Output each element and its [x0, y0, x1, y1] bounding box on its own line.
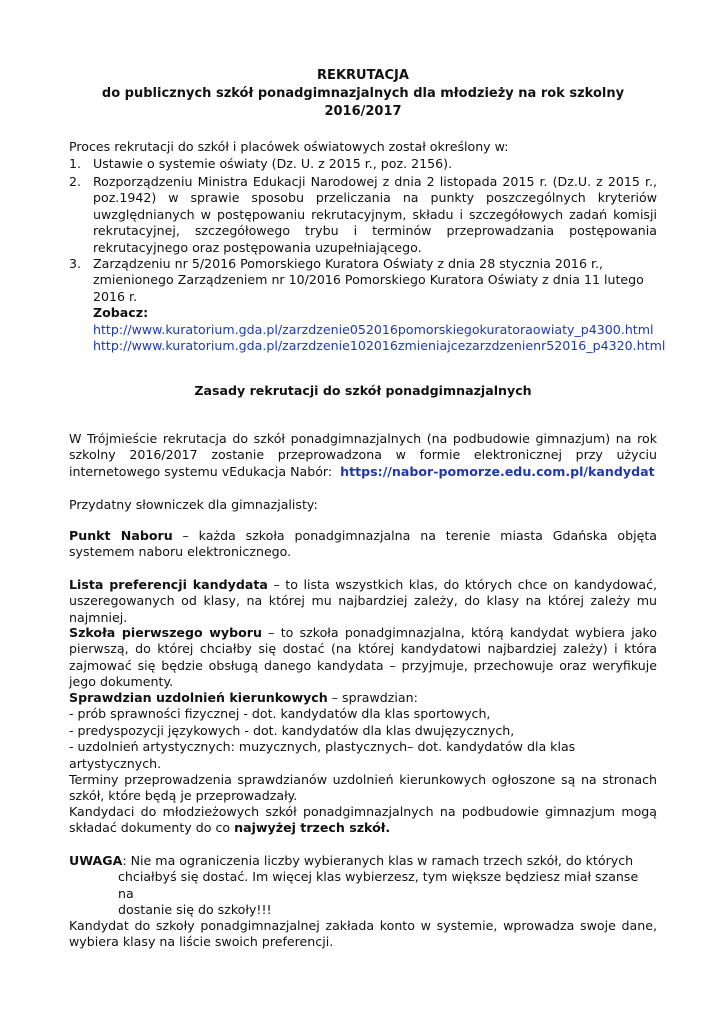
glossary-entry-sprawdzian — [69, 690, 657, 805]
glossary-term: Lista preferencji kandydata — [69, 577, 268, 592]
glossary-entry-szkola — [69, 625, 657, 691]
header-title: REKRUTACJA — [317, 68, 409, 83]
list-number: 2. — [69, 174, 82, 189]
see-label: Zobacz: — [93, 305, 149, 321]
glossary-definition: – to lista wszystkich klas, do których chce on kandydować, uszeregowanych od klasy, na której mu najbardziej zależy, do klasy na której zależy mu najmniej. — [69, 577, 657, 625]
nabor-link[interactable]: https://nabor-pomorze.edu.com.pl/kandydat — [340, 463, 655, 479]
list-text: Rozporządzeniu Ministra Edukacji Narodowej z dnia 2 listopada 2015 r. (Dz.U. z 2015 r., poz.1942) w sprawie sposobu przeliczania na punkty poszczególnych kryteriów uwzględnianych w postępowaniu rekrutacyjnym, składu i szczegółowych zadań komisji rekrutacyjnej, szczegółowego trybu i terminów przeprowadzania postępowania rekrutacyjnego oraz postępowania uzupełniającego. — [93, 174, 657, 255]
list-text-line: zmienionego Zarządzeniem nr 10/2016 Pomorskiego Kuratora Oświaty z dnia 11 lutego — [93, 272, 644, 288]
glossary-term: Sprawdzian uzdolnień kierunkowych — [69, 690, 328, 705]
glossary-term: Punkt Naboru — [69, 528, 173, 543]
list-item — [69, 156, 657, 172]
glossary-definition: – to szkoła ponadgimnazjalna, którą kandydat wybiera jako pierwszą, do której chciałby się dostać (na której kandydatowi najbardziej zależy) i która zajmować się będzie obsługą danego kandydata – przyjmuje, przechowuje oraz weryfikuje jego dokumenty. — [69, 625, 657, 690]
glossary-definition: – każda szkoła ponadgimnazjalna na terenie miasta Gdańska objęta systemem naboru elektronicznego. — [69, 528, 657, 560]
kuratorium-link-2[interactable]: http://www.kuratorium.gda.pl/zarzdzenie102016zmieniajcezarzdzenienr52016_p4320.html — [93, 338, 666, 354]
uwaga-line: chciałbyś się dostać. Im więcej klas wybierzesz, tym większe będziesz miał szanse na — [118, 869, 639, 901]
paragraph-trojmiasto — [69, 431, 657, 480]
glossary-entry-punkt — [69, 528, 657, 561]
glossary-definition: – sprawdzian: — [327, 690, 418, 705]
sprawdzian-item: - predyspozycji językowych - dot. kandydatów dla klas dwujęzycznych, — [69, 722, 515, 738]
list-number: 1. — [69, 156, 82, 171]
intro-text: Proces rekrutacji do szkół i placówek oświatowych został określony w: — [69, 139, 509, 154]
list-item — [69, 256, 666, 354]
uwaga-note — [69, 853, 657, 919]
list-text-line: 2016 r. — [93, 288, 138, 304]
paragraph-kandydaci-text: Kandydaci do młodzieżowych szkół ponadgimnazjalnych na podbudowie gimnazjum mogą składać dokumenty do co — [69, 804, 657, 836]
paragraph-kandydaci-bold: najwyżej trzech szkół. — [234, 820, 391, 836]
uwaga-line: : Nie ma ograniczenia liczby wybieranych klas w ramach trzech szkół, do których — [122, 853, 634, 868]
glossary-term: Szkoła pierwszego wyboru — [69, 625, 262, 640]
paragraph-kandydaci — [69, 804, 657, 837]
list-number: 3. — [69, 256, 82, 271]
paragraph-konto: Kandydat do szkoły ponadgimnazjalnej zakłada konto w systemie, wprowadza swoje dane, wybiera klasy na liście swoich preferencji. — [69, 918, 657, 950]
glossary-entry-lista — [69, 577, 657, 626]
list-text-line: Zarządzeniu nr 5/2016 Pomorskiego Kuratora Oświaty z dnia 28 stycznia 2016 r., — [93, 256, 603, 271]
sprawdzian-item: - uzdolnień artystycznych: muzycznych, plastycznych– dot. kandydatów dla klas artystycznych. — [69, 739, 576, 771]
sprawdzian-item: - prób sprawności fizycznej - dot. kandydatów dla klas sportowych, — [69, 706, 491, 722]
header-year: 2016/2017 — [324, 104, 402, 119]
glossary-intro: Przydatny słowniczek dla gimnazjalisty: — [69, 497, 318, 512]
section-title: Zasady rekrutacji do szkół ponadgimnazjalnych — [194, 383, 532, 398]
header-subtitle: do publicznych szkół ponadgimnazjalnych dla młodzieży na rok szkolny — [101, 86, 625, 101]
list-text: Ustawie o systemie oświaty (Dz. U. z 2015 r., poz. 2156). — [93, 156, 453, 171]
sprawdzian-note: Terminy przeprowadzenia sprawdzianów uzdolnień kierunkowych ogłoszone są na stronach szkół, które będą je przeprowadzały. — [69, 772, 657, 804]
list-item — [69, 174, 657, 256]
paragraph-trojmiasto-text: W Trójmieście rekrutacja do szkół ponadgimnazjalnych (na podbudowie gimnazjum) na rok szkolny 2016/2017 zostanie przeprowadzona w formie elektronicznej przy użyciu internetowego systemu vEdukacja Nabór: — [69, 431, 657, 479]
uwaga-label: UWAGA — [69, 853, 123, 868]
kuratorium-link-1[interactable]: http://www.kuratorium.gda.pl/zarzdzenie052016pomorskiegokuratoraowiaty_p4300.html — [93, 321, 654, 337]
uwaga-line: dostanie się do szkoły!!! — [118, 902, 272, 918]
